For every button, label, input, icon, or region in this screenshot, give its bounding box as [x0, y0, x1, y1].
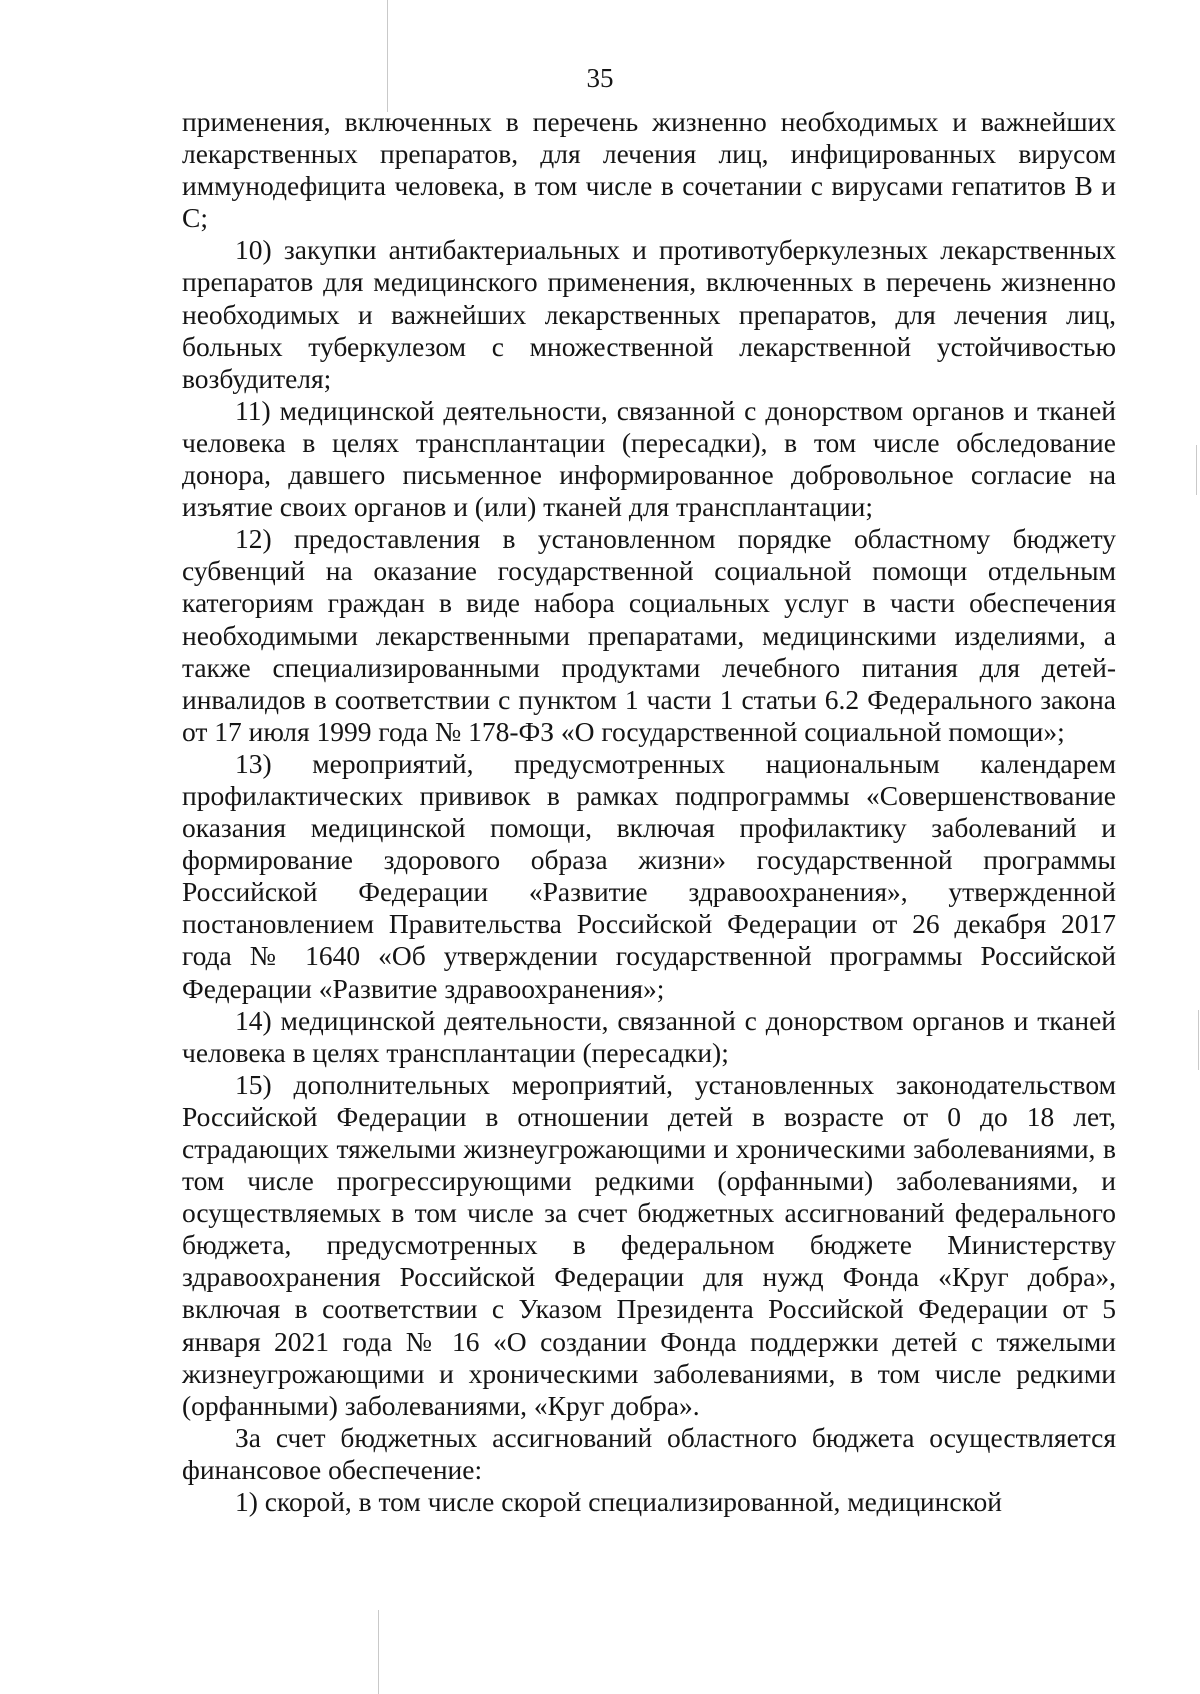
paragraph-item-14: 14) медицинской деятельности, связанной с донорством органов и тканей человека в целях трансплантации (пересадки); — [182, 1004, 1116, 1068]
paragraph-regional-item-1: 1) скорой, в том числе скорой специализированной, медицинской — [235, 1486, 1003, 1518]
scan-artifact-line — [387, 0, 388, 112]
paragraph-item-15: 15) дополнительных мероприятий, установленных законодательством Российской Федерации в отношении детей в возрасте от 0 до 18 лет, страдающих тяжелыми жизнеугрожающими и хроническими заболеваниями, в том числе прогрессирующими редкими (орфанными) заболеваниями, и осуществляемых в том числе за счет бюджетных ассигнований федерального бюджета, предусмотренных в федеральном бюджете Министерству здравоохранения Российской Федерации для нужд Фонда «Круг добра», включая в соответствии с Указом Президента Российской Федерации от 5 января 2021 года № 16 «О создании Фонда поддержки детей с тяжелыми жизнеугрожающими и хроническими заболеваниями, в том числе редкими (орфанными) заболеваниями, «Круг добра». — [182, 1068, 1116, 1421]
paragraph-item-10: 10) закупки антибактериальных и противотуберкулезных лекарственных препаратов для медицинского применения, включенных в перечень жизненно необходимых и важнейших лекарственных препаратов, для лечения лиц, больных туберкулезом с множественной лекарственной устойчивостью возбудителя; — [182, 234, 1116, 394]
paragraph-item-12: 12) предоставления в установленном порядке областному бюджету субвенций на оказание государственной социальной помощи отдельным категориям граждан в виде набора социальных услуг в части обеспечения необходимыми лекарственными препаратами, медицинскими изделиями, а также специализированными продуктами лечебного питания для детей-инвалидов в соответствии с пунктом 1 части 1 статьи 6.2 Федерального закона от 17 июля 1999 года № 178-ФЗ «О государственной социальной помощи»; — [182, 523, 1116, 747]
page-number: 35 — [586, 63, 614, 93]
document-body — [182, 106, 1116, 1518]
paragraph-regional-budget-intro: За счет бюджетных ассигнований областного бюджета осуществляется финансовое обеспечение: — [182, 1421, 1116, 1485]
paragraph-continuation: применения, включенных в перечень жизненно необходимых и важнейших лекарственных препаратов, для лечения лиц, инфицированных вирусом иммунодефицита человека, в том числе в сочетании с вирусами гепатитов B и C; — [182, 106, 1116, 234]
scan-artifact-line — [1196, 445, 1197, 495]
scan-artifact-line — [378, 1610, 379, 1694]
paragraph-item-13: 13) мероприятий, предусмотренных национальным календарем профилактических прививок в рамках подпрограммы «Совершенствование оказания медицинской помощи, включая профилактику заболеваний и формирование здорового образа жизни» государственной программы Российской Федерации «Развитие здравоохранения», утвержденной постановлением Правительства Российской Федерации от 26 декабря 2017 года № 1640 «Об утверждении государственной программы Российской Федерации «Развитие здравоохранения»; — [182, 747, 1116, 1004]
scan-artifact-line — [1198, 1010, 1199, 1070]
paragraph-item-11: 11) медицинской деятельности, связанной с донорством органов и тканей человека в целях трансплантации (пересадки), в том числе обследование донора, давшего письменное информированное добровольное согласие на изъятие своих органов и (или) тканей для трансплантации; — [182, 394, 1116, 523]
